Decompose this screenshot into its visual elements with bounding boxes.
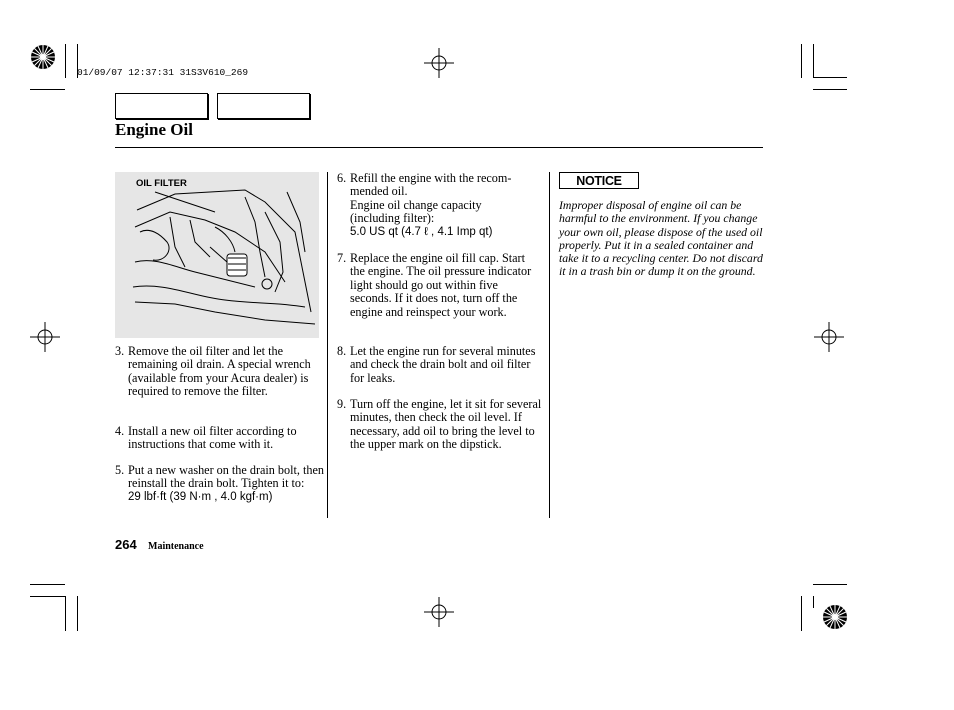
print-timestamp: 01/09/07 12:37:31 31S3V610_269 bbox=[77, 67, 249, 78]
engine-underside-drawing bbox=[115, 172, 319, 338]
step-6 bbox=[337, 172, 542, 239]
oil-filter-illustration bbox=[115, 172, 319, 338]
step-5 bbox=[115, 464, 325, 504]
step-number: 4. bbox=[115, 424, 125, 438]
column-divider bbox=[549, 172, 550, 518]
step-text: Turn off the engine, let it sit for several minutes, then check the oil level. If necessary, add oil to bring the level to the upper mark on the dipstick. bbox=[350, 397, 542, 452]
step-3 bbox=[115, 345, 320, 399]
step-4 bbox=[115, 425, 320, 452]
step-text: Refill the engine with the recom- mended oil. bbox=[350, 171, 512, 199]
crosshair-icon bbox=[424, 48, 454, 78]
step-text: Replace the engine oil fill cap. Start the engine. The oil pressure indicator light should go out within five seconds. If it does not, turn off the engine and reinspect your work. bbox=[350, 251, 532, 319]
step-number: 7. bbox=[337, 251, 347, 265]
figure-label: OIL FILTER bbox=[136, 178, 187, 189]
notice-badge: NOTICE bbox=[559, 172, 639, 189]
capacity-spec: 5.0 US qt (4.7 ℓ , 4.1 Imp qt) bbox=[350, 225, 493, 238]
step-number: 8. bbox=[337, 344, 347, 358]
step-number: 6. bbox=[337, 171, 347, 185]
registration-target-icon bbox=[822, 604, 848, 630]
page-number: 264 bbox=[115, 537, 137, 552]
step-8 bbox=[337, 345, 542, 385]
registration-target-icon bbox=[30, 44, 56, 70]
title-rule bbox=[115, 147, 763, 148]
torque-spec: 29 lbf·ft (39 N·m , 4.0 kgf·m) bbox=[128, 490, 273, 503]
crosshair-icon bbox=[30, 322, 60, 352]
header-tab-box bbox=[115, 93, 208, 119]
capacity-label: Engine oil change capacity bbox=[350, 197, 482, 212]
step-number: 5. bbox=[115, 463, 125, 477]
step-text: Put a new washer on the drain bolt, then reinstall the drain bolt. Tighten it to: bbox=[128, 463, 324, 491]
step-text: Let the engine run for several minutes and check the drain bolt and oil filter for leaks. bbox=[350, 344, 536, 385]
step-7 bbox=[337, 252, 542, 319]
crosshair-icon bbox=[424, 597, 454, 627]
capacity-note: (including filter): bbox=[350, 211, 435, 226]
step-9 bbox=[337, 398, 542, 452]
page-title: Engine Oil bbox=[115, 120, 193, 139]
crosshair-icon bbox=[814, 322, 844, 352]
section-name: Maintenance bbox=[148, 541, 204, 552]
step-number: 9. bbox=[337, 397, 347, 411]
step-text: Install a new oil filter according to instructions that come with it. bbox=[128, 424, 297, 452]
header-tab-box bbox=[217, 93, 310, 119]
notice-text: Improper disposal of engine oil can be harmful to the environment. If you change your own oil, please dispose of the used oil properly. Put it in a sealed container and take it to a recycling center. Do not discard it in a trash bin or dump it on the ground. bbox=[559, 198, 763, 279]
step-number: 3. bbox=[115, 344, 125, 358]
column-divider bbox=[327, 172, 328, 518]
step-text: Remove the oil filter and let the remaining oil drain. A special wrench (available from your Acura dealer) is required to remove the filter. bbox=[128, 344, 311, 399]
